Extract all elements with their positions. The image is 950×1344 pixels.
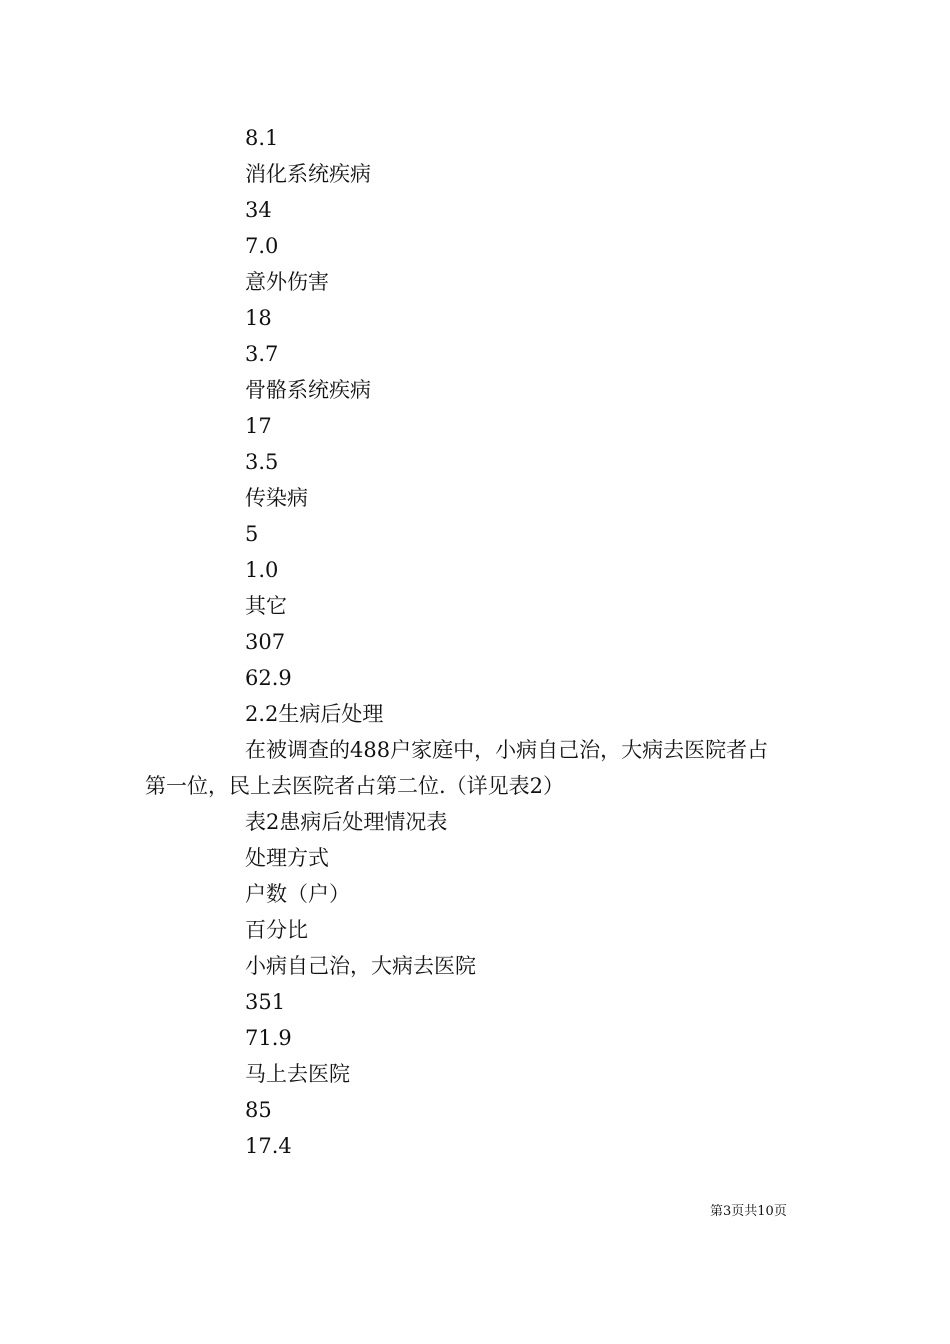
table-cell: 小病自己治，大病去医院 — [245, 954, 476, 978]
body-paragraph — [145, 732, 825, 804]
text-line: 307 — [245, 630, 286, 654]
text-line: 8.1 — [245, 126, 279, 150]
text-line: 传染病 — [245, 486, 308, 510]
table-header-cell: 户数（户） — [245, 882, 350, 906]
table-cell: 71.9 — [245, 1026, 292, 1050]
section-heading: 2.2生病后处理 — [245, 702, 384, 726]
table-header-cell: 处理方式 — [245, 846, 329, 870]
text-line: 5 — [245, 522, 259, 546]
table2-lines — [245, 804, 845, 1164]
text-line: 7.0 — [245, 234, 279, 258]
text-line: 消化系统疾病 — [245, 162, 371, 186]
text-line: 17 — [245, 414, 272, 438]
paragraph-line-1: 在被调查的488户家庭中，小病自己治，大病去医院者占 — [245, 738, 769, 762]
text-line: 意外伤害 — [245, 270, 329, 294]
paragraph-line-2: 第一位，民上去医院者占第二位.（详见表2） — [145, 774, 565, 798]
text-line: 骨骼系统疾病 — [245, 378, 371, 402]
table1-tail-lines — [245, 120, 845, 732]
table-cell: 17.4 — [245, 1134, 292, 1158]
text-line: 3.7 — [245, 342, 279, 366]
text-line: 18 — [245, 306, 272, 330]
text-line: 其它 — [245, 594, 287, 618]
text-line: 3.5 — [245, 450, 279, 474]
table-header-cell: 百分比 — [245, 918, 308, 942]
page-footer: 第3页共10页 — [710, 1204, 787, 1219]
table-cell: 85 — [245, 1098, 272, 1122]
text-line: 1.0 — [245, 558, 279, 582]
text-line: 34 — [245, 198, 272, 222]
text-line: 62.9 — [245, 666, 292, 690]
table-cell: 351 — [245, 990, 286, 1014]
table-caption: 表2患病后处理情况表 — [245, 810, 448, 834]
table-cell: 马上去医院 — [245, 1062, 350, 1086]
